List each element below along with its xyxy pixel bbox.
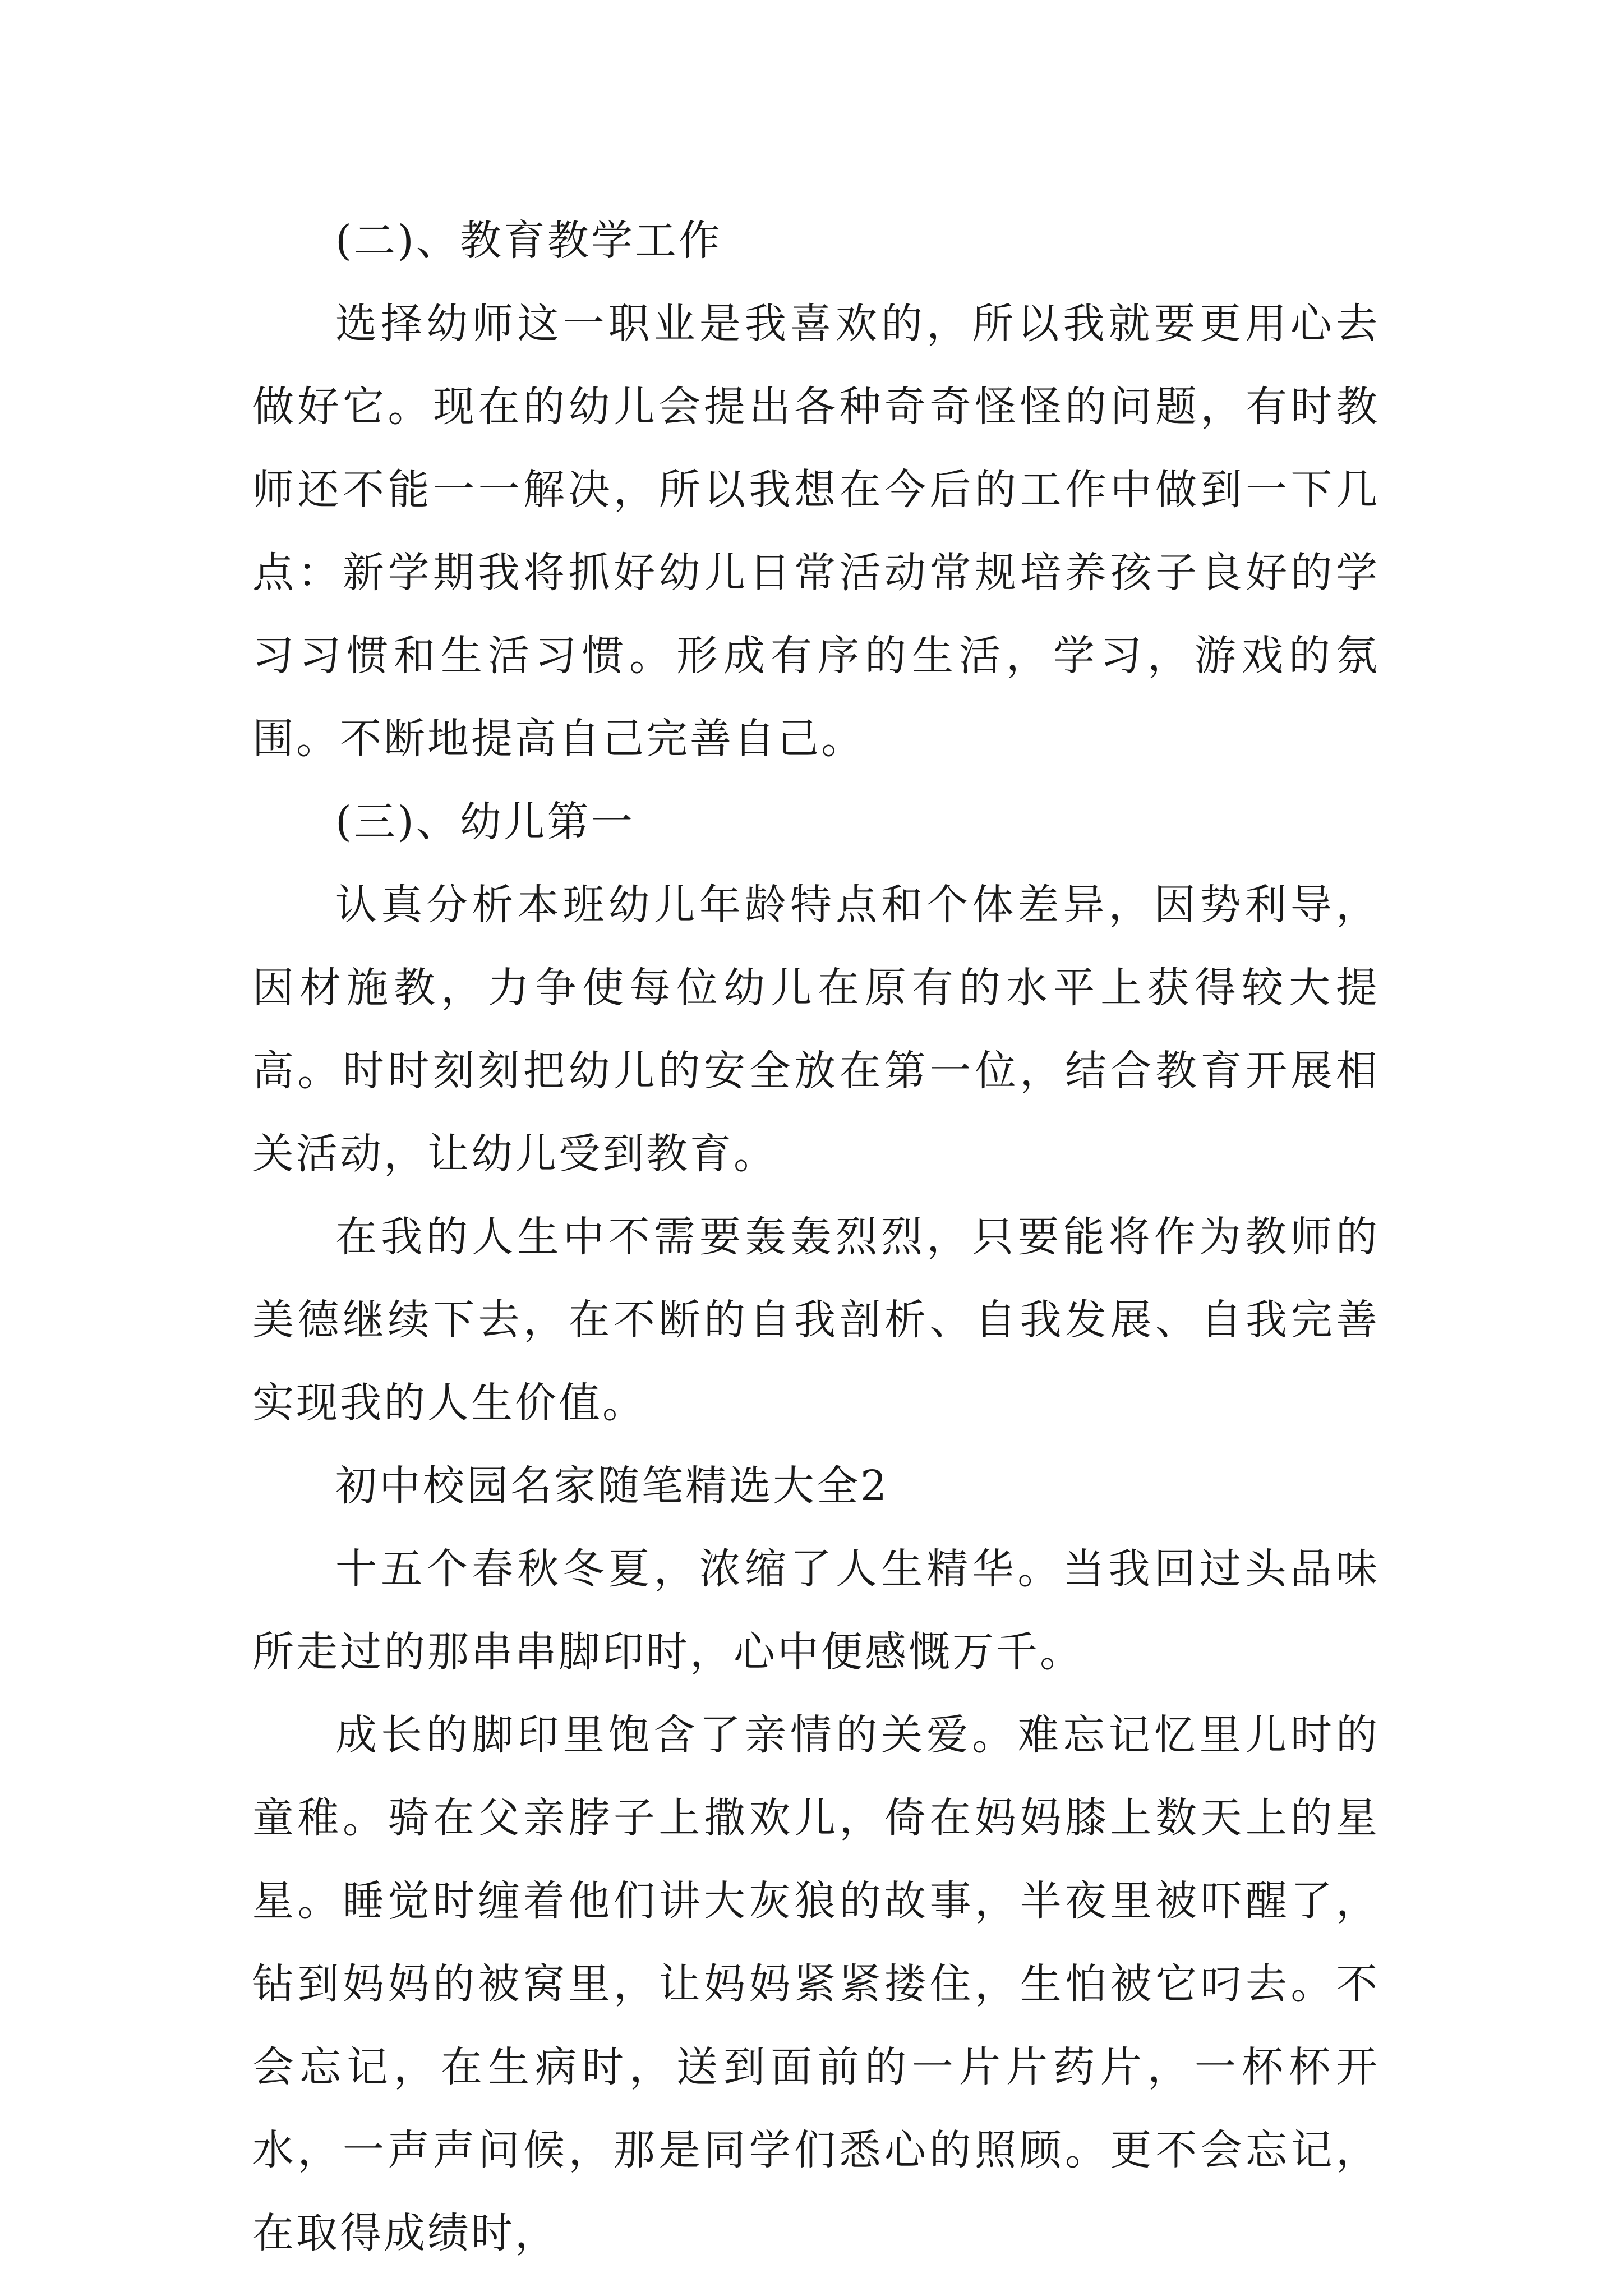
section-heading-children-first: (三)、幼儿第一 <box>335 798 635 846</box>
section-heading-education: (二)、教育教学工作 <box>335 217 722 265</box>
paragraph: 成长的脚印里饱含了亲情的关爱。难忘记忆里儿时的童稚。骑在父亲脖子上撒欢儿，倚在妈妈膝上数天上的星星。睡觉时缠着他们讲大灰狼的故事，半夜里被吓醒了，钻到妈妈的被窝里，让妈妈紧紧搂住，生怕被它叼去。不会忘记，在生病时，送到面前的一片片药片，一杯杯开水，一声声问候，那是同学们悉心的照顾。更不会忘记，在取得成绩时， <box>252 1711 1380 2257</box>
paragraph: 在我的人生中不需要轰轰烈烈，只要能将作为教师的美德继续下去，在不断的自我剖析、自我发展、自我完善实现我的人生价值。 <box>252 1213 1380 1427</box>
paragraph: 选择幼师这一职业是我喜欢的，所以我就要更用心去做好它。现在的幼儿会提出各种奇奇怪怪的问题，有时教师还不能一一解决，所以我想在今后的工作中做到一下几点：新学期我将抓好幼儿日常活动常规培养孩子良好的学习习惯和生活习惯。形成有序的生活，学习，游戏的氛围。不断地提高自己完善自己。 <box>252 300 1380 763</box>
paragraph: 认真分析本班幼儿年龄特点和个体差异，因势利导，因材施教，力争使每位幼儿在原有的水平上获得较大提高。时时刻刻把幼儿的安全放在第一位，结合教育开展相关活动，让幼儿受到教育。 <box>252 881 1380 1178</box>
article-title: 初中校园名家随笔精选大全2 <box>335 1462 889 1510</box>
paragraph: 十五个春秋冬夏，浓缩了人生精华。当我回过头品味所走过的那串串脚印时，心中便感慨万千。 <box>252 1545 1380 1676</box>
document-body <box>252 199 1380 2275</box>
